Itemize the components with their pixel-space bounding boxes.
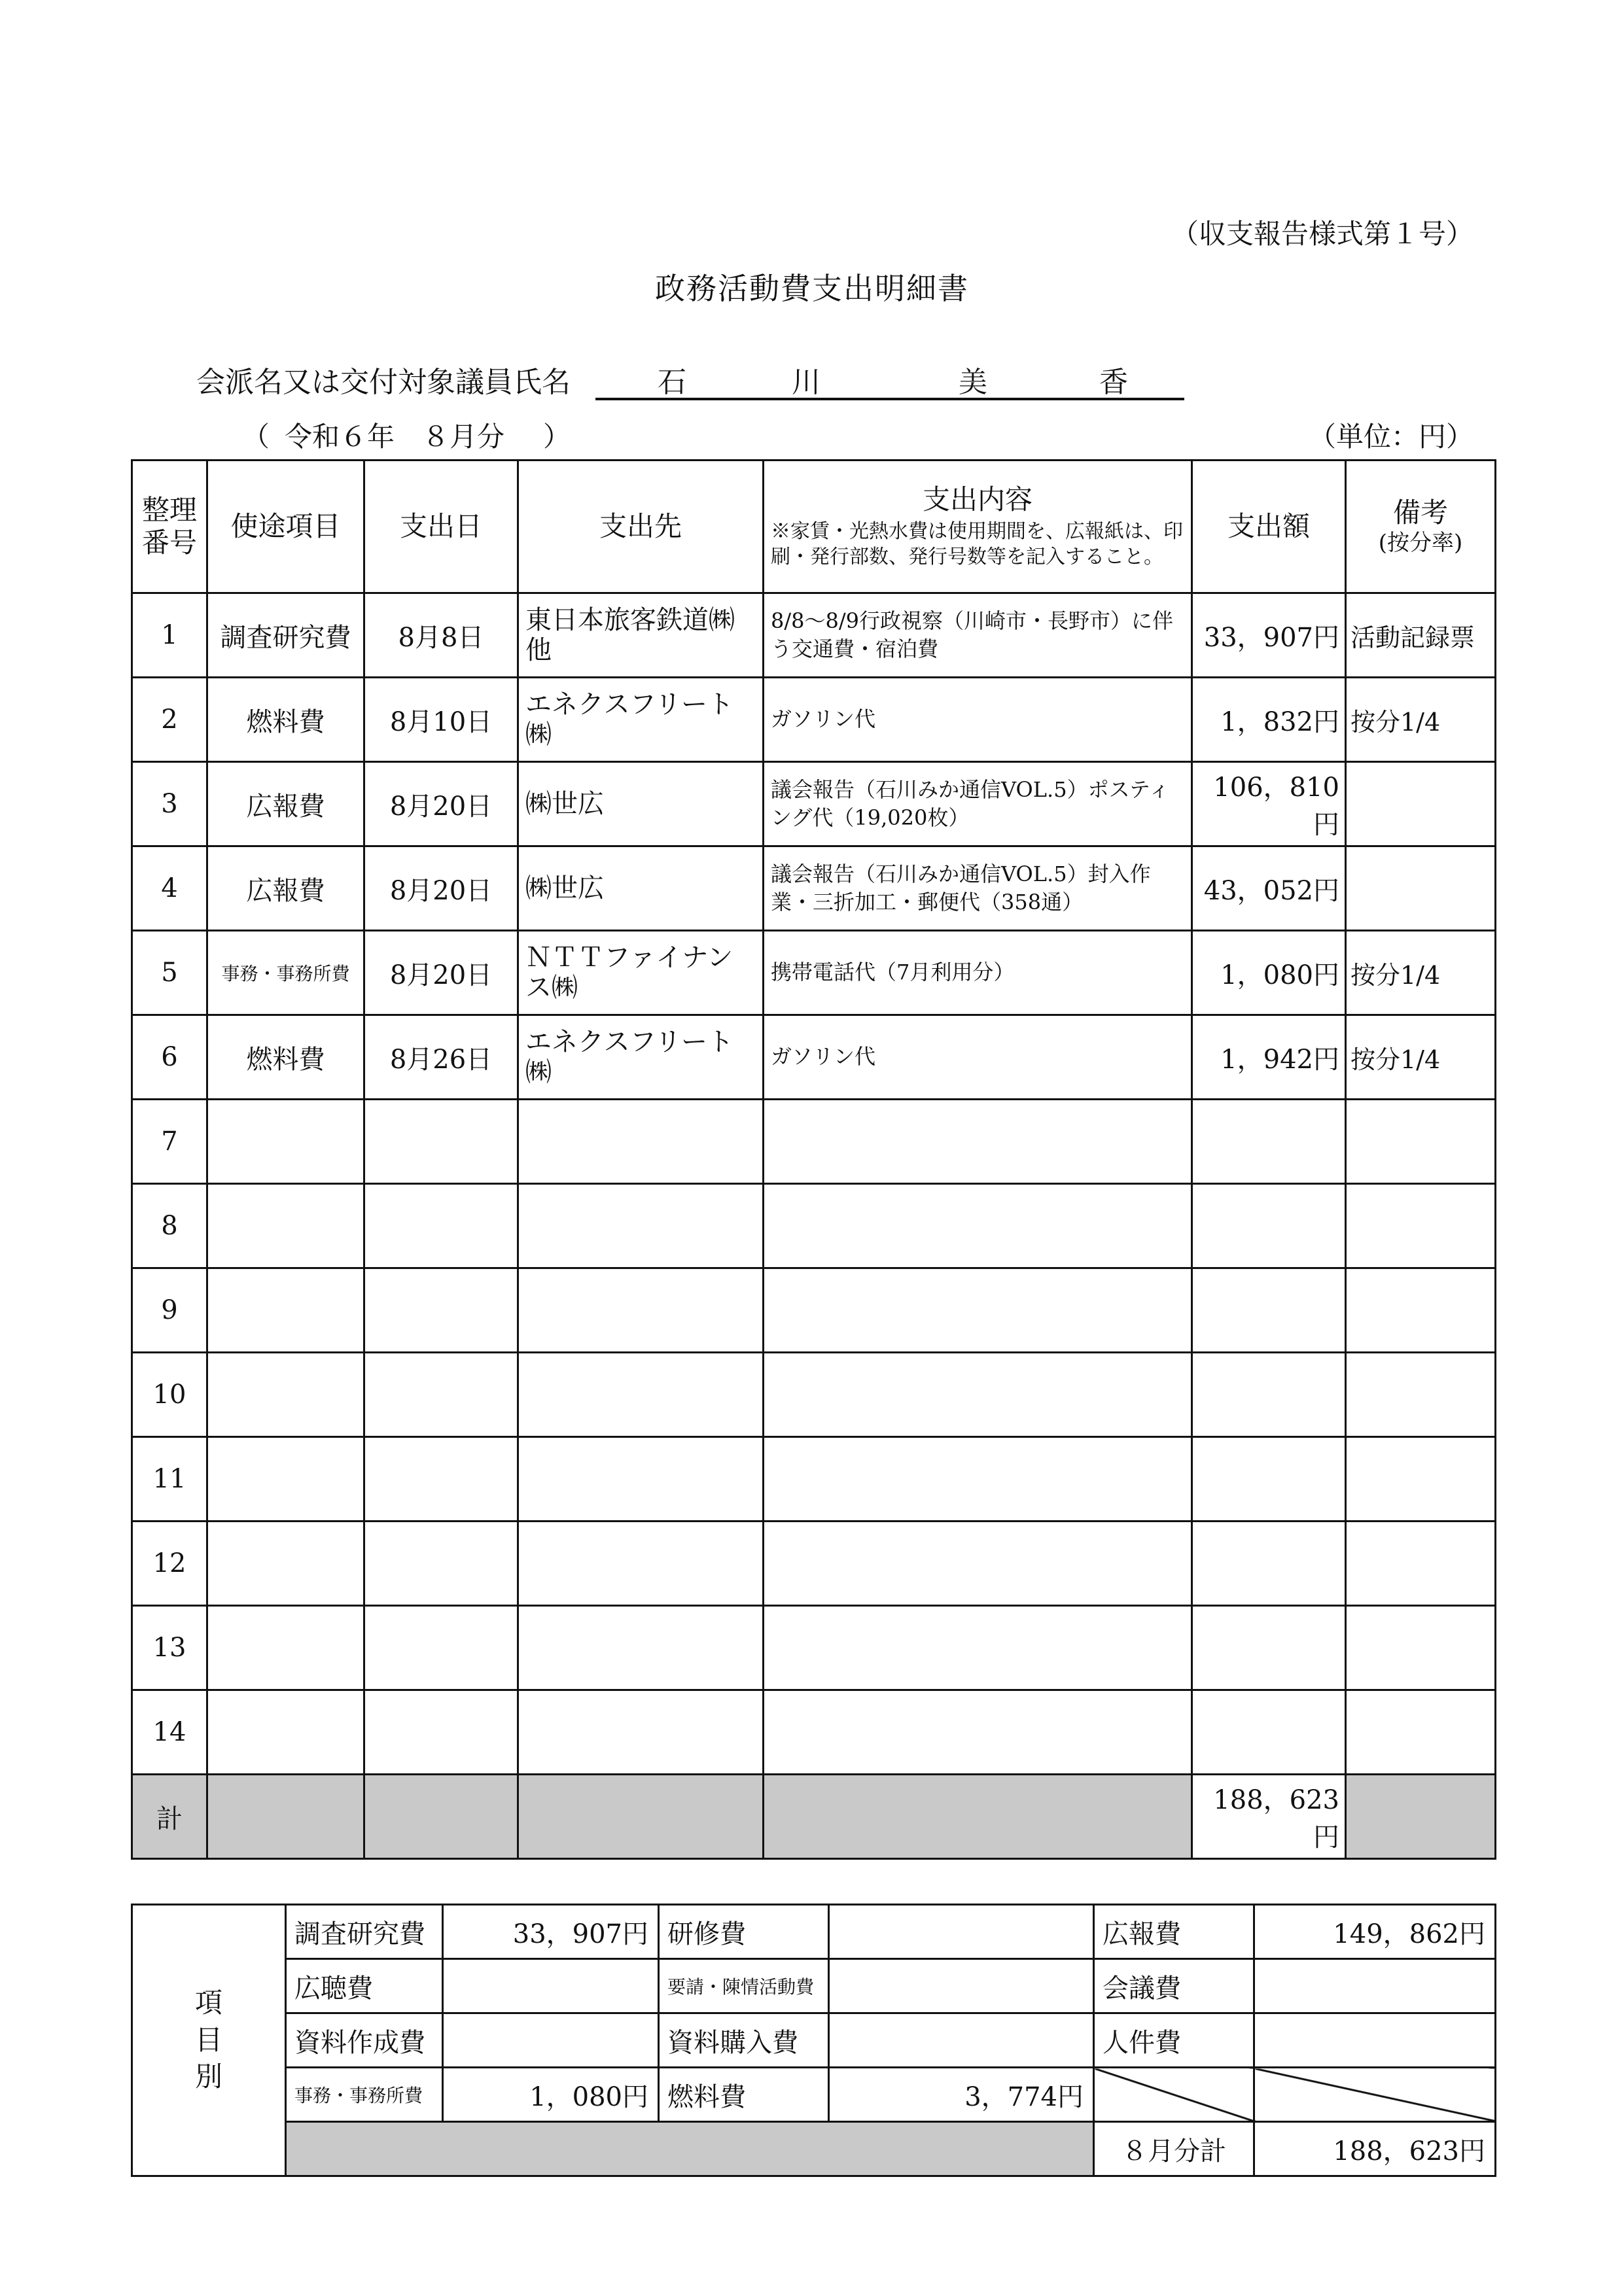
row-number: 4: [132, 846, 207, 931]
summary-gray-cell: [286, 2122, 1094, 2176]
col-header-date: 支出日: [364, 461, 518, 593]
row-payee: [518, 1606, 764, 1690]
summary-value: 149，862円: [1254, 1905, 1496, 1959]
summary-value: [829, 2013, 1094, 2068]
row-payee: [518, 1184, 764, 1268]
total-amount: 188，623円: [1192, 1775, 1346, 1859]
row-description: 議会報告（石川みか通信VOL.5）封入作業・三折加工・郵便代（358通）: [764, 846, 1192, 931]
row-memo: 活動記録票: [1346, 593, 1496, 678]
row-description: [764, 1606, 1192, 1690]
row-memo: [1346, 762, 1496, 846]
summary-row: [132, 1905, 1496, 1959]
row-amount: [1192, 1437, 1346, 1522]
row-description: 携帯電話代（7月利用分）: [764, 931, 1192, 1015]
table-row: [132, 1437, 1496, 1522]
row-memo: [1346, 1100, 1496, 1184]
row-number: 9: [132, 1268, 207, 1353]
row-date: 8月26日: [364, 1015, 518, 1100]
summary-value: 33，907円: [443, 1905, 659, 1959]
summary-label: 調査研究費: [286, 1905, 443, 1959]
row-description: 議会報告（石川みか通信VOL.5）ポスティング代（19,020枚）: [764, 762, 1192, 846]
col-header-no: 整理番号: [132, 461, 207, 593]
row-memo: 按分1/4: [1346, 678, 1496, 762]
total-label: 計: [132, 1775, 207, 1859]
row-amount: 43，052円: [1192, 846, 1346, 931]
row-category: 広報費: [207, 846, 364, 931]
row-memo: [1346, 1606, 1496, 1690]
row-date: 8月20日: [364, 762, 518, 846]
row-category: [207, 1268, 364, 1353]
row-date: [364, 1100, 518, 1184]
row-category: [207, 1437, 364, 1522]
row-description: [764, 1522, 1192, 1606]
category-summary-table: [131, 1904, 1496, 2177]
row-description: [764, 1690, 1192, 1775]
row-amount: 33，907円: [1192, 593, 1346, 678]
row-number: 8: [132, 1184, 207, 1268]
row-amount: [1192, 1606, 1346, 1690]
table-row: [132, 1606, 1496, 1690]
row-memo: [1346, 1184, 1496, 1268]
row-memo: [1346, 1690, 1496, 1775]
row-amount: [1192, 1184, 1346, 1268]
row-amount: [1192, 1353, 1346, 1437]
form-number: （収支報告様式第１号）: [1171, 218, 1474, 250]
row-category: [207, 1522, 364, 1606]
row-number: 1: [132, 593, 207, 678]
summary-label: 資料購入費: [659, 2013, 829, 2068]
table-row: [132, 593, 1496, 678]
summary-label: 研修費: [659, 1905, 829, 1959]
row-memo: [1346, 1353, 1496, 1437]
row-payee: [518, 1437, 764, 1522]
col-header-amount: 支出額: [1192, 461, 1346, 593]
col-header-desc: [764, 461, 1192, 593]
row-number: 2: [132, 678, 207, 762]
name-char: 川: [792, 366, 821, 399]
total-empty: [1346, 1775, 1496, 1859]
row-description: ガソリン代: [764, 678, 1192, 762]
row-date: [364, 1606, 518, 1690]
name-label: 会派名又は交付対象議員氏名: [196, 366, 571, 399]
summary-label: 事務・事務所費: [286, 2068, 443, 2122]
col-header-category: 使途項目: [207, 461, 364, 593]
row-category: 広報費: [207, 762, 364, 846]
row-payee: [518, 1690, 764, 1775]
row-payee: エネクスフリート㈱: [518, 678, 764, 762]
diagonal-strike-cell: [1094, 2068, 1254, 2122]
row-description: [764, 1100, 1192, 1184]
month-total-label: ８月分計: [1094, 2122, 1254, 2176]
name-char: 美: [959, 366, 987, 399]
row-date: 8月20日: [364, 931, 518, 1015]
row-category: 調査研究費: [207, 593, 364, 678]
row-amount: [1192, 1690, 1346, 1775]
row-amount: 1，942円: [1192, 1015, 1346, 1100]
period-close: ）: [543, 421, 571, 453]
row-category: [207, 1353, 364, 1437]
member-name-field: [595, 358, 1184, 400]
summary-row: [132, 2068, 1496, 2122]
row-category: 燃料費: [207, 1015, 364, 1100]
row-number: 13: [132, 1606, 207, 1690]
table-row: [132, 931, 1496, 1015]
row-payee: [518, 1353, 764, 1437]
summary-value: [1254, 2013, 1496, 2068]
table-row: [132, 1268, 1496, 1353]
row-date: [364, 1353, 518, 1437]
row-payee: ㈱世広: [518, 846, 764, 931]
memo-header-sub: (按分率): [1378, 529, 1463, 556]
row-number: 11: [132, 1437, 207, 1522]
summary-total-row: [132, 2122, 1496, 2176]
row-date: [364, 1437, 518, 1522]
summary-value: [829, 1959, 1094, 2013]
table-row: [132, 678, 1496, 762]
row-memo: [1346, 1522, 1496, 1606]
row-amount: 106，810円: [1192, 762, 1346, 846]
period-text: 令和６年 ８月分: [285, 421, 505, 453]
summary-value: [1254, 1959, 1496, 2013]
table-row: [132, 1100, 1496, 1184]
table-row: [132, 1690, 1496, 1775]
row-number: 6: [132, 1015, 207, 1100]
row-category: 事務・事務所費: [207, 931, 364, 1015]
total-empty: [364, 1775, 518, 1859]
desc-header-label: 支出内容: [922, 483, 1033, 515]
row-date: [364, 1184, 518, 1268]
row-payee: エネクスフリート㈱: [518, 1015, 764, 1100]
summary-value: [829, 1905, 1094, 1959]
row-memo: [1346, 846, 1496, 931]
row-number: 5: [132, 931, 207, 1015]
name-char: 石: [658, 366, 686, 399]
row-category: 燃料費: [207, 678, 364, 762]
row-amount: [1192, 1268, 1346, 1353]
total-empty: [207, 1775, 364, 1859]
summary-label: 要請・陳情活動費: [659, 1959, 829, 2013]
summary-label: 広報費: [1094, 1905, 1254, 1959]
row-payee: ㈱世広: [518, 762, 764, 846]
col-header-memo: [1346, 461, 1496, 593]
summary-value: [443, 1959, 659, 2013]
summary-row: [132, 2013, 1496, 2068]
summary-label: 人件費: [1094, 2013, 1254, 2068]
row-date: 8月10日: [364, 678, 518, 762]
row-payee: [518, 1268, 764, 1353]
document-title: 政務活動費支出明細書: [655, 271, 969, 306]
total-empty: [764, 1775, 1192, 1859]
table-row: [132, 1353, 1496, 1437]
row-memo: 按分1/4: [1346, 1015, 1496, 1100]
row-payee: 東日本旅客鉄道㈱他: [518, 593, 764, 678]
row-date: [364, 1690, 518, 1775]
diagonal-strike-cell: [1254, 2068, 1496, 2122]
row-date: 8月20日: [364, 846, 518, 931]
row-date: 8月8日: [364, 593, 518, 678]
table-row: [132, 1184, 1496, 1268]
table-row: [132, 1522, 1496, 1606]
name-char: 香: [1099, 366, 1128, 399]
row-date: [364, 1268, 518, 1353]
table-header-row: [132, 461, 1496, 593]
summary-label: 広聴費: [286, 1959, 443, 2013]
table-row: [132, 762, 1496, 846]
row-description: ガソリン代: [764, 1015, 1192, 1100]
row-category: [207, 1606, 364, 1690]
row-date: [364, 1522, 518, 1606]
table-row: [132, 846, 1496, 931]
table-row: [132, 1015, 1496, 1100]
row-amount: 1，832円: [1192, 678, 1346, 762]
row-number: 7: [132, 1100, 207, 1184]
month-total-value: 188，623円: [1254, 2122, 1496, 2176]
row-category: [207, 1690, 364, 1775]
row-description: [764, 1437, 1192, 1522]
row-description: 8/8～8/9行政視察（川崎市・長野市）に伴う交通費・宿泊費: [764, 593, 1192, 678]
summary-side-label: 項目別: [132, 1905, 286, 2176]
row-memo: [1346, 1268, 1496, 1353]
unit-label: （単位：円）: [1308, 421, 1474, 453]
row-amount: [1192, 1522, 1346, 1606]
row-description: [764, 1353, 1192, 1437]
col-header-payee: 支出先: [518, 461, 764, 593]
desc-header-note: ※家賃・光熱水費は使用期間を、広報紙は、印刷・発行部数、発行号数等を記入すること。: [771, 520, 1183, 569]
row-number: 10: [132, 1353, 207, 1437]
row-category: [207, 1100, 364, 1184]
expense-table: [131, 459, 1496, 1860]
row-number: 14: [132, 1690, 207, 1775]
row-description: [764, 1184, 1192, 1268]
row-amount: [1192, 1100, 1346, 1184]
summary-label: 燃料費: [659, 2068, 829, 2122]
row-payee: ＮＴＴファイナンス㈱: [518, 931, 764, 1015]
summary-value: [443, 2013, 659, 2068]
period-open: （: [242, 421, 270, 453]
memo-header-label: 備考: [1392, 496, 1448, 529]
total-row: [132, 1775, 1496, 1859]
summary-label: 会議費: [1094, 1959, 1254, 2013]
summary-row: [132, 1959, 1496, 2013]
row-number: 3: [132, 762, 207, 846]
row-number: 12: [132, 1522, 207, 1606]
row-payee: [518, 1100, 764, 1184]
row-memo: 按分1/4: [1346, 931, 1496, 1015]
summary-label: 資料作成費: [286, 2013, 443, 2068]
row-payee: [518, 1522, 764, 1606]
summary-value: 1，080円: [443, 2068, 659, 2122]
row-description: [764, 1268, 1192, 1353]
row-category: [207, 1184, 364, 1268]
row-memo: [1346, 1437, 1496, 1522]
summary-value: 3，774円: [829, 2068, 1094, 2122]
total-empty: [518, 1775, 764, 1859]
row-amount: 1，080円: [1192, 931, 1346, 1015]
